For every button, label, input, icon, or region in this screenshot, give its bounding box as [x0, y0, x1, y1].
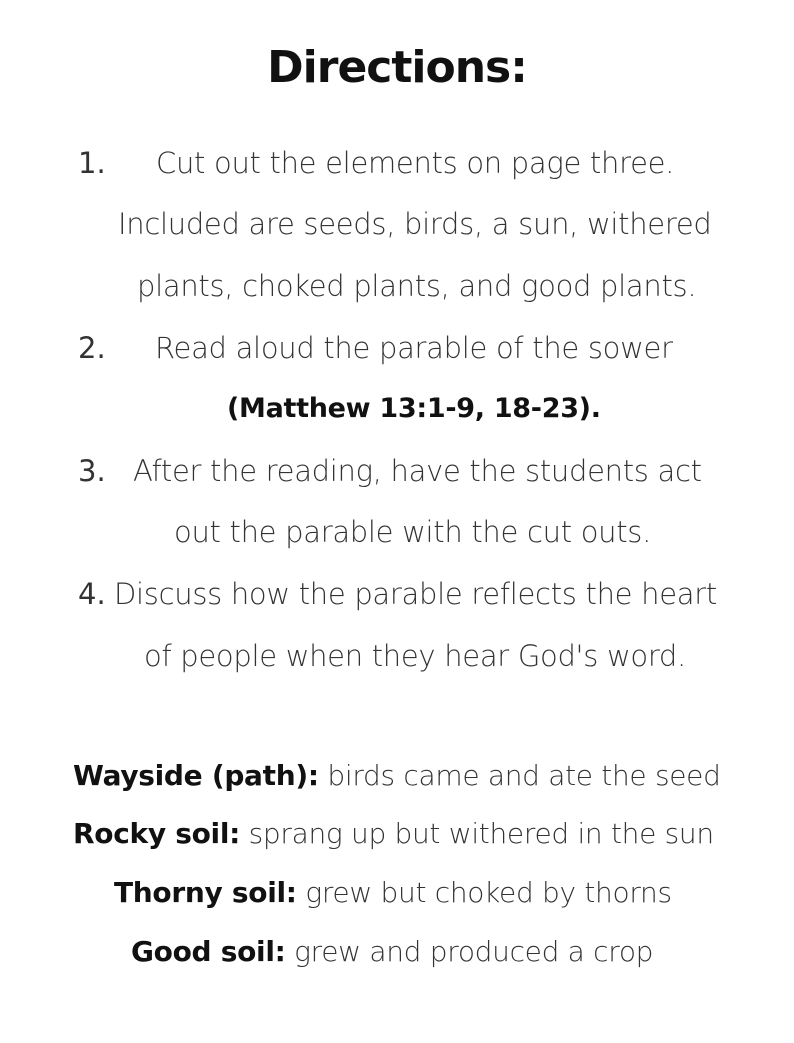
soil-label: Good soil: — [131, 935, 286, 968]
soil-label: Thorny soil: — [114, 876, 297, 909]
step-1-line-2: Included are seeds, birds, a sun, withered — [118, 207, 712, 241]
soil-description: sprang up but withered in the sun — [240, 817, 714, 850]
soil-label: Wayside (path): — [73, 759, 319, 792]
soil-row-thorny — [114, 873, 672, 913]
soil-row-rocky — [73, 814, 714, 854]
step-2-reference: (Matthew 13:1-9, 18-23). — [227, 393, 601, 424]
step-3-line-1: After the reading, have the students act — [133, 454, 702, 488]
step-4-line-2: of people when they hear God's word. — [144, 639, 686, 673]
step-1-line-1: Cut out the elements on page three. — [156, 146, 675, 180]
soil-description: grew and produced a crop — [285, 935, 654, 968]
step-2-line-1: Read aloud the parable of the sower — [155, 331, 673, 365]
step-1-number: 1. — [78, 146, 106, 180]
step-3-line-2: out the parable with the cut outs. — [174, 515, 652, 549]
step-4-number: 4. — [78, 577, 106, 611]
step-4-line-1: Discuss how the parable reflects the heart — [114, 577, 717, 611]
step-1-line-3: plants, choked plants, and good plants. — [137, 269, 697, 303]
page-title: Directions: — [267, 42, 527, 93]
soil-description: grew but choked by thorns — [296, 876, 672, 909]
soil-row-good — [131, 932, 653, 972]
step-2-number: 2. — [78, 331, 106, 365]
soil-label: Rocky soil: — [73, 817, 241, 850]
step-3-number: 3. — [78, 454, 106, 488]
soil-row-wayside — [73, 756, 721, 796]
soil-description: birds came and ate the seed — [318, 759, 721, 792]
